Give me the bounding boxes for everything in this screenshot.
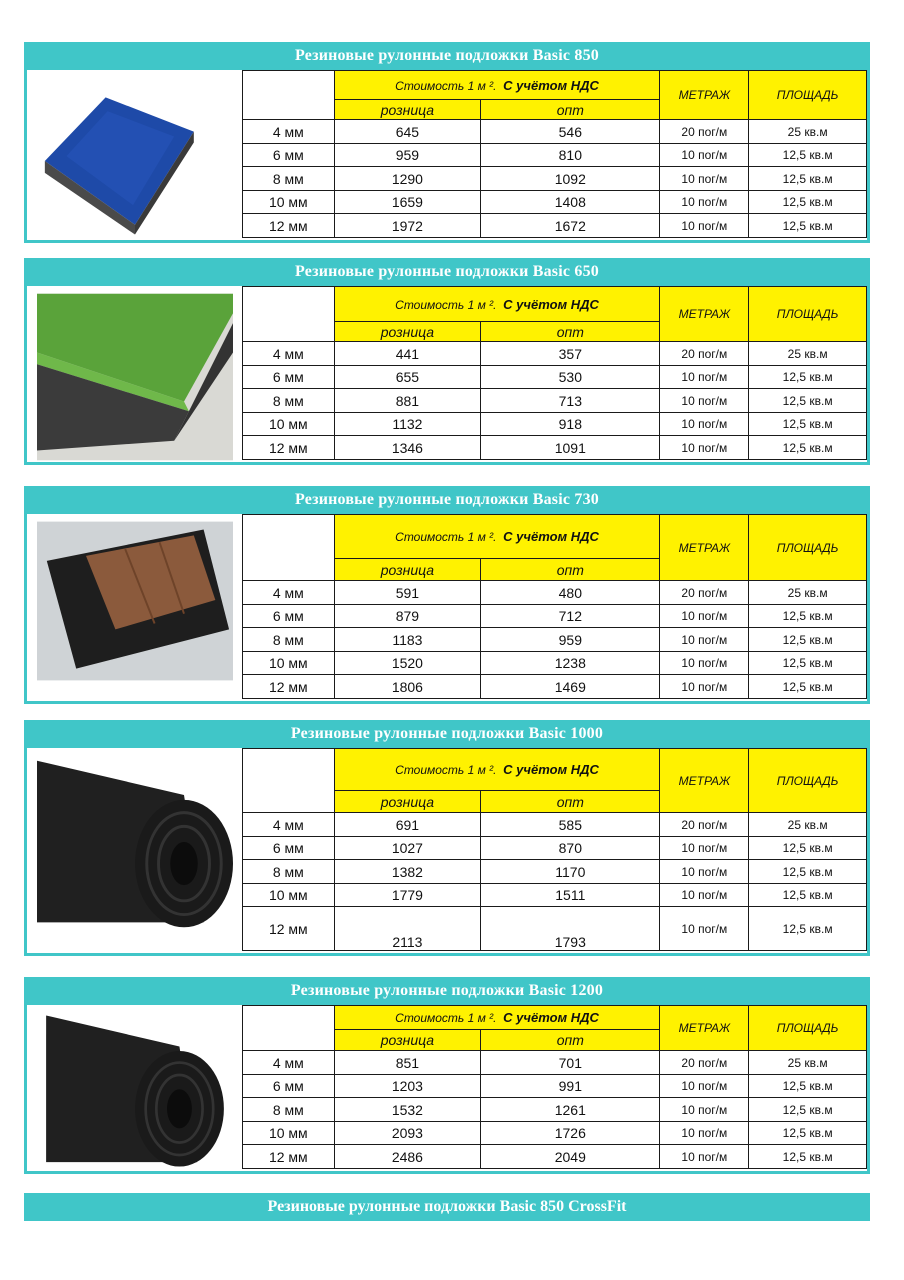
section-body [24, 286, 870, 465]
table-row [243, 214, 867, 238]
length-cell: 10 пог/м [660, 167, 749, 191]
retail-price-cell: 591 [334, 581, 481, 605]
area-cell: 12,5 кв.м [749, 413, 867, 436]
table-row [243, 884, 867, 907]
corner-cell [243, 749, 335, 813]
retail-price-cell: 1532 [334, 1098, 481, 1122]
area-cell: 25 кв.м [749, 1051, 867, 1075]
retail-price-cell: 1346 [334, 436, 481, 460]
table-row [243, 167, 867, 191]
thickness-cell: 10 мм [243, 652, 335, 675]
retail-price-cell: 1972 [334, 214, 481, 238]
price-table [242, 70, 867, 238]
thickness-cell: 12 мм [243, 1145, 335, 1169]
wholesale-price-cell: 1091 [481, 436, 660, 460]
length-cell: 10 пог/м [660, 389, 749, 413]
table-row [243, 581, 867, 605]
wholesale-price-cell: 546 [481, 120, 660, 144]
retail-price-cell: 1290 [334, 167, 481, 191]
table-row [243, 1075, 867, 1098]
price-section [24, 486, 870, 704]
retail-price-cell: 645 [334, 120, 481, 144]
wholesale-price-cell: 2049 [481, 1145, 660, 1169]
area-cell: 12,5 кв.м [749, 366, 867, 389]
retail-price-cell: 851 [334, 1051, 481, 1075]
wholesale-price-cell: 810 [481, 144, 660, 167]
length-header: МЕТРАЖ [660, 515, 749, 581]
price-table [242, 748, 867, 951]
retail-price-cell: 2113 [334, 907, 481, 951]
table-row [243, 1145, 867, 1169]
price-table [242, 286, 867, 460]
wholesale-price-cell: 870 [481, 837, 660, 860]
wholesale-price-cell: 959 [481, 628, 660, 652]
retail-price-cell: 1203 [334, 1075, 481, 1098]
section-title: Резиновые рулонные подложки Basic 1000 [24, 720, 870, 748]
section-title: Резиновые рулонные подложки Basic 1200 [24, 977, 870, 1005]
section-title: Резиновые рулонные подложки Basic 730 [24, 486, 870, 514]
thickness-cell: 8 мм [243, 167, 335, 191]
length-cell: 10 пог/м [660, 214, 749, 238]
wholesale-price-cell: 712 [481, 605, 660, 628]
retail-price-cell: 691 [334, 813, 481, 837]
wholesale-price-cell: 357 [481, 342, 660, 366]
length-cell: 10 пог/м [660, 628, 749, 652]
thickness-cell: 6 мм [243, 144, 335, 167]
wholesale-price-cell: 991 [481, 1075, 660, 1098]
wholesale-price-cell: 713 [481, 389, 660, 413]
thickness-cell: 12 мм [243, 907, 335, 951]
area-cell: 12,5 кв.м [749, 389, 867, 413]
thickness-cell: 10 мм [243, 1122, 335, 1145]
wholesale-price-cell: 918 [481, 413, 660, 436]
product-photo [37, 520, 233, 682]
length-cell: 10 пог/м [660, 413, 749, 436]
length-cell: 20 пог/м [660, 1051, 749, 1075]
cost-label: Стоимость 1 м ². [395, 530, 497, 544]
area-header: ПЛОЩАДЬ [749, 749, 867, 813]
table-row [243, 860, 867, 884]
blue-rubber-mat-image [37, 76, 233, 252]
retail-price-cell: 655 [334, 366, 481, 389]
area-header: ПЛОЩАДЬ [749, 1006, 867, 1051]
length-cell: 10 пог/м [660, 191, 749, 214]
length-cell: 10 пог/м [660, 1098, 749, 1122]
length-cell: 10 пог/м [660, 144, 749, 167]
area-cell: 12,5 кв.м [749, 675, 867, 699]
table-row [243, 675, 867, 699]
table-row [243, 652, 867, 675]
price-section [24, 42, 870, 243]
table-row [243, 366, 867, 389]
wholesale-price-cell: 1726 [481, 1122, 660, 1145]
area-cell: 25 кв.м [749, 342, 867, 366]
wholesale-price-cell: 1170 [481, 860, 660, 884]
table-row [243, 120, 867, 144]
corner-cell [243, 1006, 335, 1051]
area-cell: 12,5 кв.м [749, 1098, 867, 1122]
area-cell: 12,5 кв.м [749, 1075, 867, 1098]
area-cell: 12,5 кв.м [749, 907, 867, 951]
wholesale-price-cell: 1793 [481, 907, 660, 951]
length-cell: 10 пог/м [660, 652, 749, 675]
cost-label: Стоимость 1 м ². [395, 1011, 497, 1025]
thickness-cell: 10 мм [243, 413, 335, 436]
thickness-cell: 8 мм [243, 860, 335, 884]
area-cell: 12,5 кв.м [749, 1122, 867, 1145]
table-row [243, 628, 867, 652]
section-title-crossfit: Резиновые рулонные подложки Basic 850 CrossFit [24, 1193, 870, 1221]
area-cell: 12,5 кв.м [749, 436, 867, 460]
wholesale-price-cell: 585 [481, 813, 660, 837]
product-photo [37, 76, 233, 252]
cost-header [334, 1006, 660, 1030]
artificial-grass-mat-image [37, 292, 233, 462]
table-row [243, 144, 867, 167]
retail-price-cell: 879 [334, 605, 481, 628]
cost-vat-label: С учётом НДС [503, 77, 599, 93]
thickness-cell: 4 мм [243, 813, 335, 837]
thickness-cell: 6 мм [243, 1075, 335, 1098]
table-row [243, 413, 867, 436]
cost-label: Стоимость 1 м ². [395, 78, 497, 93]
length-cell: 20 пог/м [660, 581, 749, 605]
wholesale-price-cell: 1469 [481, 675, 660, 699]
table-row [243, 191, 867, 214]
area-header: ПЛОЩАДЬ [749, 515, 867, 581]
cost-vat-label: С учётом НДС [503, 296, 599, 312]
thickness-cell: 8 мм [243, 628, 335, 652]
section-body [24, 514, 870, 704]
cost-header [334, 71, 660, 100]
wholesale-price-cell: 480 [481, 581, 660, 605]
price-section [24, 720, 870, 956]
section-body [24, 748, 870, 956]
table-row [243, 342, 867, 366]
length-cell: 10 пог/м [660, 366, 749, 389]
length-cell: 10 пог/м [660, 860, 749, 884]
length-header: МЕТРАЖ [660, 287, 749, 342]
thickness-cell: 4 мм [243, 342, 335, 366]
length-cell: 20 пог/м [660, 342, 749, 366]
length-header: МЕТРАЖ [660, 749, 749, 813]
price-section [24, 258, 870, 465]
area-header: ПЛОЩАДЬ [749, 71, 867, 120]
retail-header: розница [334, 1030, 481, 1051]
wholesale-header: опт [481, 322, 660, 342]
retail-price-cell: 881 [334, 389, 481, 413]
area-cell: 25 кв.м [749, 813, 867, 837]
area-cell: 12,5 кв.м [749, 1145, 867, 1169]
cost-header [334, 749, 660, 791]
table-row [243, 436, 867, 460]
table-row [243, 813, 867, 837]
retail-price-cell: 1659 [334, 191, 481, 214]
wholesale-header: опт [481, 100, 660, 120]
length-cell: 10 пог/м [660, 1075, 749, 1098]
section-body [24, 70, 870, 243]
length-cell: 10 пог/м [660, 884, 749, 907]
thickness-cell: 12 мм [243, 436, 335, 460]
section-body [24, 1005, 870, 1174]
wholesale-price-cell: 530 [481, 366, 660, 389]
price-table [242, 514, 867, 699]
wholesale-price-cell: 701 [481, 1051, 660, 1075]
cost-header [334, 287, 660, 322]
table-row [243, 1051, 867, 1075]
length-cell: 10 пог/м [660, 436, 749, 460]
retail-price-cell: 1183 [334, 628, 481, 652]
thickness-cell: 4 мм [243, 120, 335, 144]
retail-price-cell: 441 [334, 342, 481, 366]
retail-price-cell: 959 [334, 144, 481, 167]
rubber-roll-image [37, 754, 233, 934]
area-cell: 12,5 кв.м [749, 837, 867, 860]
length-cell: 10 пог/м [660, 837, 749, 860]
thickness-cell: 6 мм [243, 366, 335, 389]
section-title: Резиновые рулонные подложки Basic 850 [24, 42, 870, 70]
area-cell: 25 кв.м [749, 120, 867, 144]
wholesale-header: опт [481, 1030, 660, 1051]
length-cell: 10 пог/м [660, 675, 749, 699]
corner-cell [243, 71, 335, 120]
area-cell: 12,5 кв.м [749, 860, 867, 884]
wholesale-price-cell: 1092 [481, 167, 660, 191]
wholesale-header: опт [481, 559, 660, 581]
length-cell: 20 пог/м [660, 813, 749, 837]
area-cell: 12,5 кв.м [749, 144, 867, 167]
wholesale-price-cell: 1238 [481, 652, 660, 675]
thickness-cell: 10 мм [243, 191, 335, 214]
length-cell: 10 пог/м [660, 1145, 749, 1169]
cost-label: Стоимость 1 м ². [395, 763, 497, 777]
table-row [243, 1098, 867, 1122]
wholesale-price-cell: 1261 [481, 1098, 660, 1122]
retail-price-cell: 1779 [334, 884, 481, 907]
table-row [243, 837, 867, 860]
thickness-cell: 8 мм [243, 1098, 335, 1122]
retail-price-cell: 1027 [334, 837, 481, 860]
thickness-cell: 10 мм [243, 884, 335, 907]
wholesale-price-cell: 1672 [481, 214, 660, 238]
retail-price-cell: 2093 [334, 1122, 481, 1145]
retail-header: розница [334, 559, 481, 581]
area-cell: 12,5 кв.м [749, 167, 867, 191]
rubber-roll-image [37, 1011, 233, 1171]
price-section [24, 977, 870, 1174]
product-photo [37, 292, 233, 462]
wholesale-price-cell: 1408 [481, 191, 660, 214]
cost-vat-label: С учётом НДС [503, 762, 599, 777]
area-cell: 12,5 кв.м [749, 605, 867, 628]
area-cell: 12,5 кв.м [749, 652, 867, 675]
retail-price-cell: 1520 [334, 652, 481, 675]
retail-price-cell: 1132 [334, 413, 481, 436]
corner-cell [243, 515, 335, 581]
table-row [243, 389, 867, 413]
length-cell: 10 пог/м [660, 1122, 749, 1145]
length-header: МЕТРАЖ [660, 1006, 749, 1051]
wholesale-price-cell: 1511 [481, 884, 660, 907]
length-header: МЕТРАЖ [660, 71, 749, 120]
cost-header [334, 515, 660, 559]
parquet-on-rubber-image [37, 520, 233, 682]
retail-header: розница [334, 322, 481, 342]
retail-header: розница [334, 791, 481, 813]
wholesale-header: опт [481, 791, 660, 813]
retail-price-cell: 1382 [334, 860, 481, 884]
area-cell: 12,5 кв.м [749, 628, 867, 652]
section-title: Резиновые рулонные подложки Basic 650 [24, 258, 870, 286]
table-row [243, 605, 867, 628]
length-cell: 10 пог/м [660, 907, 749, 951]
area-cell: 12,5 кв.м [749, 884, 867, 907]
length-cell: 20 пог/м [660, 120, 749, 144]
retail-price-cell: 1806 [334, 675, 481, 699]
thickness-cell: 6 мм [243, 837, 335, 860]
area-cell: 12,5 кв.м [749, 191, 867, 214]
cost-vat-label: С учётом НДС [503, 1010, 599, 1025]
thickness-cell: 6 мм [243, 605, 335, 628]
table-row [243, 1122, 867, 1145]
thickness-cell: 8 мм [243, 389, 335, 413]
product-photo [37, 754, 233, 934]
thickness-cell: 12 мм [243, 675, 335, 699]
cost-vat-label: С учётом НДС [503, 529, 599, 544]
retail-header: розница [334, 100, 481, 120]
length-cell: 10 пог/м [660, 605, 749, 628]
area-cell: 25 кв.м [749, 581, 867, 605]
retail-price-cell: 2486 [334, 1145, 481, 1169]
area-header: ПЛОЩАДЬ [749, 287, 867, 342]
cost-label: Стоимость 1 м ². [395, 297, 497, 312]
price-table [242, 1005, 867, 1169]
corner-cell [243, 287, 335, 342]
product-photo [37, 1011, 233, 1171]
table-row [243, 907, 867, 951]
thickness-cell: 4 мм [243, 581, 335, 605]
area-cell: 12,5 кв.м [749, 214, 867, 238]
thickness-cell: 4 мм [243, 1051, 335, 1075]
thickness-cell: 12 мм [243, 214, 335, 238]
